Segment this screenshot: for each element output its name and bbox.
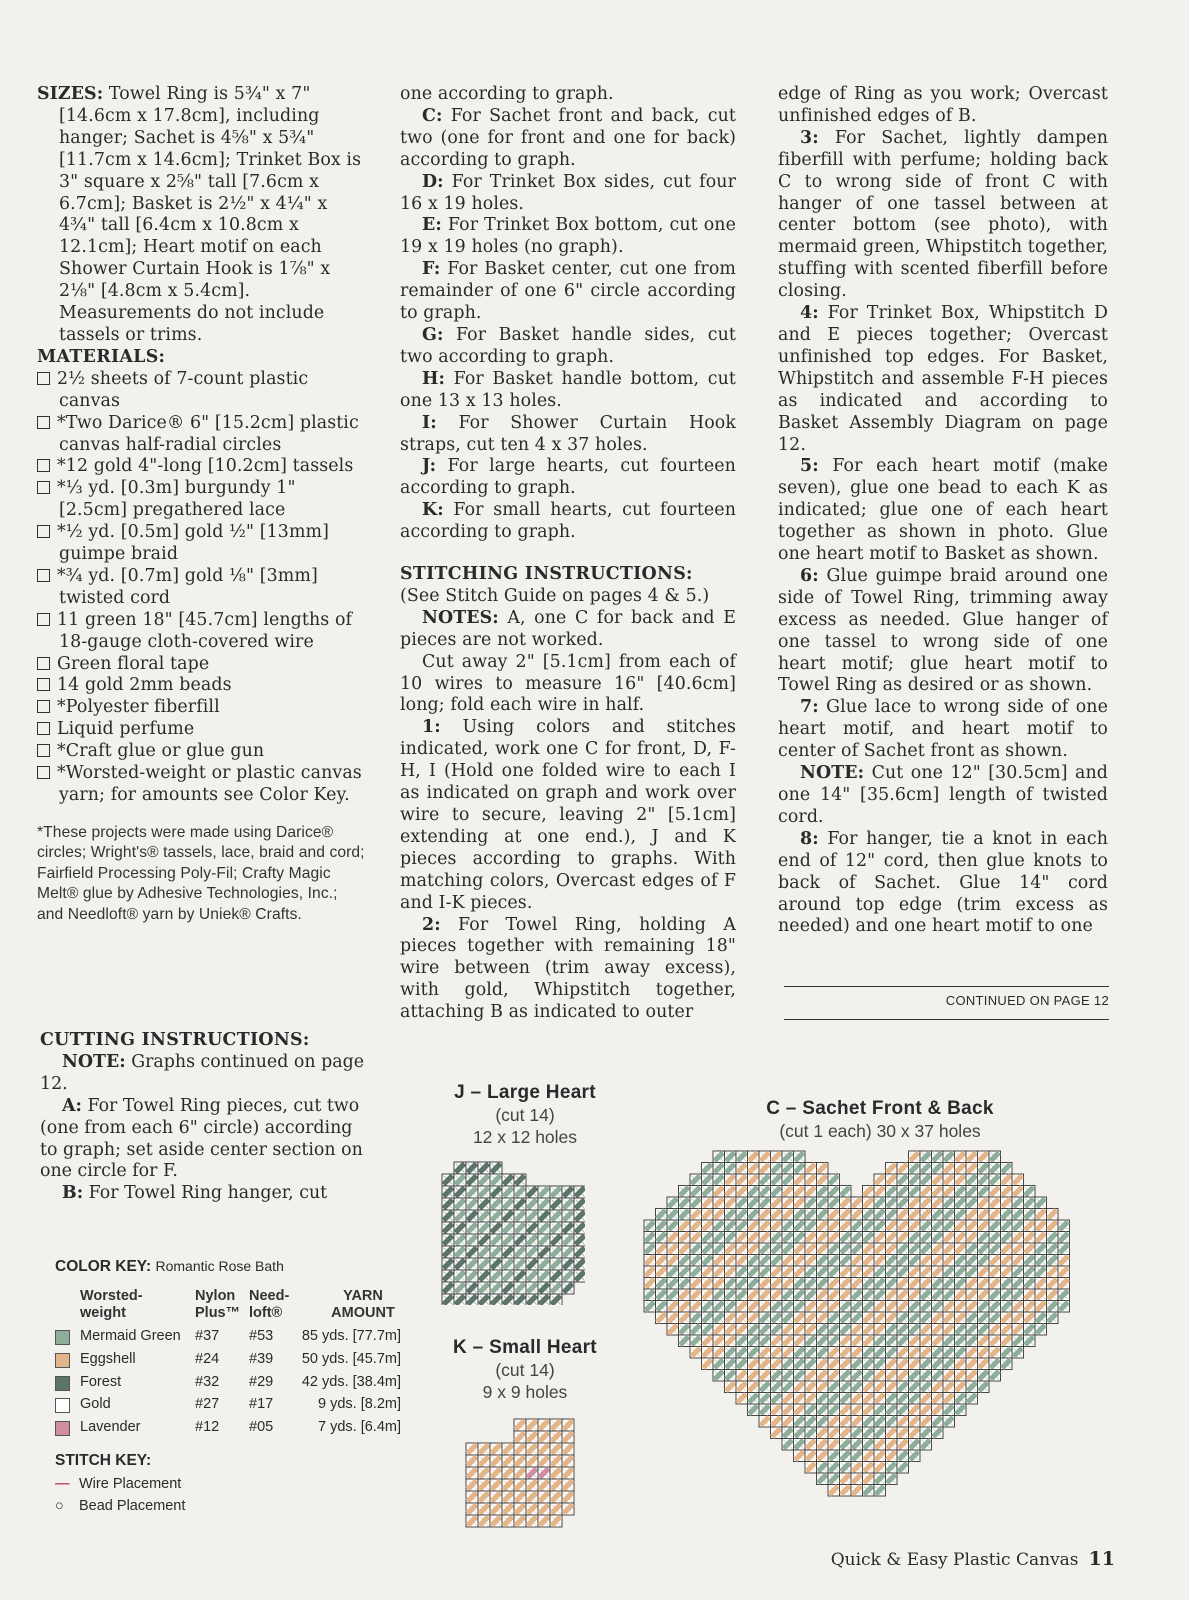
stitching-heading: STITCHING INSTRUCTIONS: [400,564,693,585]
instruction-label: A: [62,1095,82,1116]
color-key-label: COLOR KEY: [55,1258,152,1275]
instruction-label: 3: [800,127,819,148]
graph-k-name: K – Small Heart [453,1337,597,1358]
instruction-item [778,303,1108,456]
cutting-note [40,1052,370,1096]
col-header-worsted: Worsted- weight [80,1288,143,1321]
cord-note [778,763,1108,829]
yarn-amount: 85 yds. [77.7m] [301,1328,401,1344]
stitch-guide-ref: (See Stitch Guide on pages 4 & 5.) [400,585,710,606]
needloft-number: #17 [249,1396,274,1413]
instruction-text: For Towel Ring pieces, cut two (one from each 6" circle) according to graph; set aside center section on one circle for F. [40,1095,363,1182]
instruction-label: G: [422,324,444,345]
instruction-label: 5: [800,456,819,477]
col-header-nylon: Nylon Plus™ [195,1288,241,1321]
material-item [37,369,367,413]
needloft-number: #29 [249,1373,274,1390]
checkbox-icon [37,657,50,670]
instruction-label: 1: [422,717,441,738]
color-name: Gold [80,1396,111,1413]
graph-j-holes: 12 x 12 holes [472,1127,578,1147]
instruction-item [400,500,736,544]
instruction-item [778,128,1108,303]
color-name: Forest [80,1373,122,1390]
yarn-amount: 9 yds. [8.2m] [317,1396,401,1413]
color-swatch [55,1330,70,1345]
color-swatch [55,1398,70,1413]
instruction-text: For Towel Ring, holding A pieces together with remaining 18" wire between (trim away excess), with gold, Whipstitch together, attaching B as indicated to outer [400,914,736,1023]
instruction-item [400,915,736,1025]
graph-j-large-heart [440,1160,585,1305]
continued-text: CONTINUED ON PAGE 12 [945,993,1109,1008]
instruction-text: For large hearts, cut fourteen according to graph. [400,456,736,499]
material-item [37,413,367,457]
instruction-text: For Shower Curtain Hook straps, cut ten 4 x 37 holes. [400,412,736,455]
nylon-number: #32 [195,1373,220,1390]
instruction-text: For Sachet front and back, cut two (one for front and one for back) according to graph. [400,105,736,170]
graph-j-title [420,1082,630,1148]
color-swatch [55,1353,70,1368]
nylon-number: #12 [195,1419,220,1436]
stitch-key-title: STITCH KEY: [55,1452,152,1469]
stitch-key-label: Wire Placement [79,1476,182,1492]
graph-k-title [420,1337,630,1403]
graph-k-small-heart [464,1417,584,1532]
material-item [37,610,367,654]
checkbox-icon [37,613,50,626]
color-key-row [55,1374,415,1394]
material-item [37,697,367,719]
stitch-key [55,1452,185,1514]
wire-placement-icon: — [55,1476,70,1492]
materials-heading: MATERIALS: [37,346,166,367]
needloft-number: #39 [249,1350,274,1367]
continued-banner [784,986,1109,1020]
cutting-items-continued [400,106,736,544]
nylon-number: #24 [195,1350,220,1367]
instruction-label: B: [62,1183,84,1204]
instruction-label: 7: [800,697,819,718]
material-item [37,763,367,807]
material-item [37,654,367,676]
material-text: *Two Darice® 6" [15.2cm] plastic canvas half-radial circles [57,412,359,455]
instruction-item [778,566,1108,697]
instruction-text: For Trinket Box bottom, cut one 19 x 19 holes (no graph). [400,215,736,258]
color-name: Eggshell [80,1350,136,1367]
cutting-b-continued: one according to graph. [400,84,614,104]
needloft-number: #05 [249,1419,274,1436]
checkbox-icon [37,525,50,538]
cutting-note-label: NOTE: [62,1051,126,1072]
graph-c-title [700,1098,1060,1142]
instruction-text: For each heart motif (make seven), glue one bead to each K as indicated; glue one of each heart together as shown in photo. Glue one heart motif to Basket as shown. [778,456,1108,565]
stitch-key-item [55,1498,185,1514]
checkbox-icon [37,481,50,494]
cutting-items [40,1096,370,1206]
material-text: *½ yd. [0.5m] gold ½" [13mm] guimpe braid [57,522,330,565]
cord-note-text: Cut one 12" [30.5cm] and one 14" [35.6cm] length of twisted cord. [778,763,1108,827]
instruction-text: For Basket handle bottom, cut one 13 x 13 holes. [400,368,736,411]
color-key [55,1258,415,1436]
material-item [37,719,367,741]
instruction-item [400,369,736,413]
nylon-number: #37 [195,1328,220,1344]
col-header-amount: YARN AMOUNT [331,1288,395,1321]
instruction-text: For Basket center, cut one from remainder of one 6" circle according to graph. [400,259,736,324]
instruction-label: E: [422,215,442,236]
instruction-text: For Basket handle sides, cut two according to graph. [400,324,736,367]
material-text: 2½ sheets of 7-count plastic canvas [57,368,309,411]
step2-continued: edge of Ring as you work; Overcast unfinished edges of B. [778,84,1108,126]
material-text: *¾ yd. [0.7m] gold ⅛" [3mm] twisted cord [57,565,318,608]
instruction-text: For Towel Ring hanger, cut [88,1183,328,1204]
footer-title: Quick & Easy Plastic Canvas [830,1550,1079,1570]
color-key-subtitle: Romantic Rose Bath [155,1258,284,1274]
instruction-item [400,172,736,216]
color-name: Mermaid Green [80,1328,181,1344]
color-swatch [55,1376,70,1391]
color-key-row [55,1351,415,1371]
step-8-label: 8: [800,828,819,849]
instruction-label: 4: [800,303,819,324]
color-key-row [55,1328,415,1348]
color-key-row [55,1396,415,1416]
stitching-notes-label: NOTES: [422,607,499,628]
cord-note-label: NOTE: [800,763,865,784]
material-text: Liquid perfume [57,719,195,740]
instruction-item [400,325,736,369]
stitching-notes [400,608,736,652]
material-item [37,675,367,697]
color-swatch [55,1421,70,1436]
nylon-number: #27 [195,1396,220,1413]
material-item [37,741,367,763]
instruction-text: For small hearts, cut fourteen according to graph. [400,500,736,543]
page-number: 11 [1088,1548,1115,1570]
yarn-amount: 42 yds. [38.4m] [301,1373,401,1390]
column-1 [37,84,367,925]
graph-j-cut: (cut 14) [495,1105,555,1125]
stitch-key-label: Bead Placement [79,1498,186,1514]
stitch-key-items [55,1476,185,1514]
instruction-item [778,456,1108,566]
instruction-label: H: [422,368,446,389]
material-text: *Craft glue or glue gun [57,741,265,762]
page-footer [831,1548,1115,1570]
checkbox-icon [37,744,50,757]
graph-k-holes: 9 x 9 holes [482,1382,568,1402]
checkbox-icon [37,722,50,735]
instruction-item [400,456,736,500]
material-text: *Worsted-weight or plastic canvas yarn; for amounts see Color Key. [57,763,362,805]
instruction-text: Using colors and stitches indicated, work one C for front, D, F-H, I (Hold one folded wire to each I as indicated on graph and work over wire to secure, leaving 2" [5.1cm] extending at one end.), J and K pieces according to graphs. With matching colors, Overcast edges of F and I-K pieces. [400,717,736,913]
sizes-text: Towel Ring is 5¾" x 7" [14.6cm x 17.8cm], including hanger; Sachet is 4⅝" x 5¾" [11.7cm x 14.6cm]; Trinket Box is 3" square x 2⅝" tall [7.6cm x 6.7cm]; Basket is 2½" x 4¼" x 4¾" tall [6.4cm x 10.8cm x 12.1cm]; Heart motif on each Shower Curtain Hook is 1⅞" x 2⅛" [4.8cm x 5.4cm]. Measurements do not include tassels or trims. [59,84,362,345]
instruction-label: 6: [800,565,819,586]
step-8 [778,829,1108,939]
color-key-title [55,1258,415,1276]
material-item [37,566,367,610]
cutting-instructions [40,1030,370,1205]
checkbox-icon [37,678,50,691]
instruction-label: F: [422,259,441,280]
instruction-label: D: [422,171,444,192]
instruction-text: For Trinket Box sides, cut four 16 x 19 holes. [400,171,736,214]
graph-c-sachet-heart [640,1147,1080,1537]
checkbox-icon [37,416,50,429]
instruction-text: For Sachet, lightly dampen fiberfill with perfume; holding back C to wrong side of front C with hanger of one tassel between at center bottom (see photo), with mermaid green, Whipstitch together, stuffing with scented fiberfill before closing. [778,127,1108,302]
instruction-label: K: [422,500,444,521]
step-8-text: For hanger, tie a knot in each end of 12" cord, then glue knots to back of Sachet. Glue 14" cord around top edge (trim excess as needed) and one heart motif to one [778,828,1108,937]
instruction-item [40,1096,370,1184]
col-header-needloft: Need- loft® [249,1288,290,1321]
instruction-label: C: [422,105,443,126]
color-key-row [55,1419,415,1439]
material-item [37,478,367,522]
yarn-amount: 50 yds. [45.7m] [301,1350,401,1367]
checkbox-icon [37,372,50,385]
instruction-text: Glue lace to wrong side of one heart motif, and heart motif to center of Sachet front as shown. [778,697,1108,762]
sizes-paragraph [37,84,367,347]
column-3 [778,84,1108,938]
column-2 [400,84,736,1024]
material-item [37,522,367,566]
checkbox-icon [37,766,50,779]
material-text: 14 gold 2mm beads [57,675,232,696]
instruction-item [400,413,736,457]
graph-c-sub: (cut 1 each) 30 x 37 holes [779,1121,981,1141]
instruction-item [400,106,736,172]
material-text: *⅓ yd. [0.3m] burgundy 1" [2.5cm] pregathered lace [57,478,296,521]
bead-placement-icon: ○ [55,1498,64,1514]
graph-k-cut: (cut 14) [495,1360,555,1380]
cutting-heading: CUTTING INSTRUCTIONS: [40,1030,310,1050]
sizes-label: SIZES: [37,84,104,104]
instruction-label: 2: [422,914,441,935]
material-item [37,456,367,478]
material-text: *Polyester fiberfill [57,697,220,718]
yarn-amount: 7 yds. [6.4m] [317,1419,401,1436]
instruction-text: For Trinket Box, Whipstitch D and E pieces together; Overcast unfinished top edges. For Basket, Whipstitch and assemble F-H pieces as indicated and according to Basket Assembly Diagram on page 12. [778,303,1108,455]
graph-c-name: C – Sachet Front & Back [766,1098,994,1119]
instruction-item [778,697,1108,763]
instruction-label: I: [422,412,437,433]
material-text: Green floral tape [57,653,210,674]
instruction-item [400,717,736,914]
instruction-label: J: [422,456,437,477]
checkbox-icon [37,700,50,713]
color-name: Lavender [80,1419,141,1436]
stitching-steps-2 [778,128,1108,763]
material-text: 11 green 18" [45.7cm] lengths of 18-gauge cloth-covered wire [57,609,353,652]
material-text: *12 gold 4"-long [10.2cm] tassels [57,456,354,477]
stitching-steps-1 [400,717,736,1024]
needloft-number: #53 [249,1328,274,1344]
instruction-item [400,215,736,259]
instruction-item [40,1183,370,1205]
checkbox-icon [37,569,50,582]
cut-away-text: Cut away 2" [5.1cm] from each of 10 wires to measure 16" [40.6cm] long; fold each wire in half. [400,651,736,716]
graph-j-name: J – Large Heart [454,1082,596,1103]
stitch-key-item [55,1476,185,1492]
materials-list [37,369,367,807]
instruction-item [400,259,736,325]
cutting-note-text: Graphs continued on page 12. [40,1051,364,1094]
stitching-notes-text: A, one C for back and E pieces are not worked. [400,607,736,650]
credits-note: *These projects were made using Darice® circles; Wright's® tassels, lace, braid and cord; Fairfield Processing Poly-Fil; Crafty Magic Melt® glue by Adhesive Technologies, Inc.; and Needloft® yarn by Uniek® Crafts. [37,823,365,923]
checkbox-icon [37,459,50,472]
instruction-text: Glue guimpe braid around one side of Towel Ring, trimming away excess as needed. Glue hanger of one tassel to wrong side of one heart motif; glue heart motif to Towel Ring as desired or as shown. [778,565,1108,696]
